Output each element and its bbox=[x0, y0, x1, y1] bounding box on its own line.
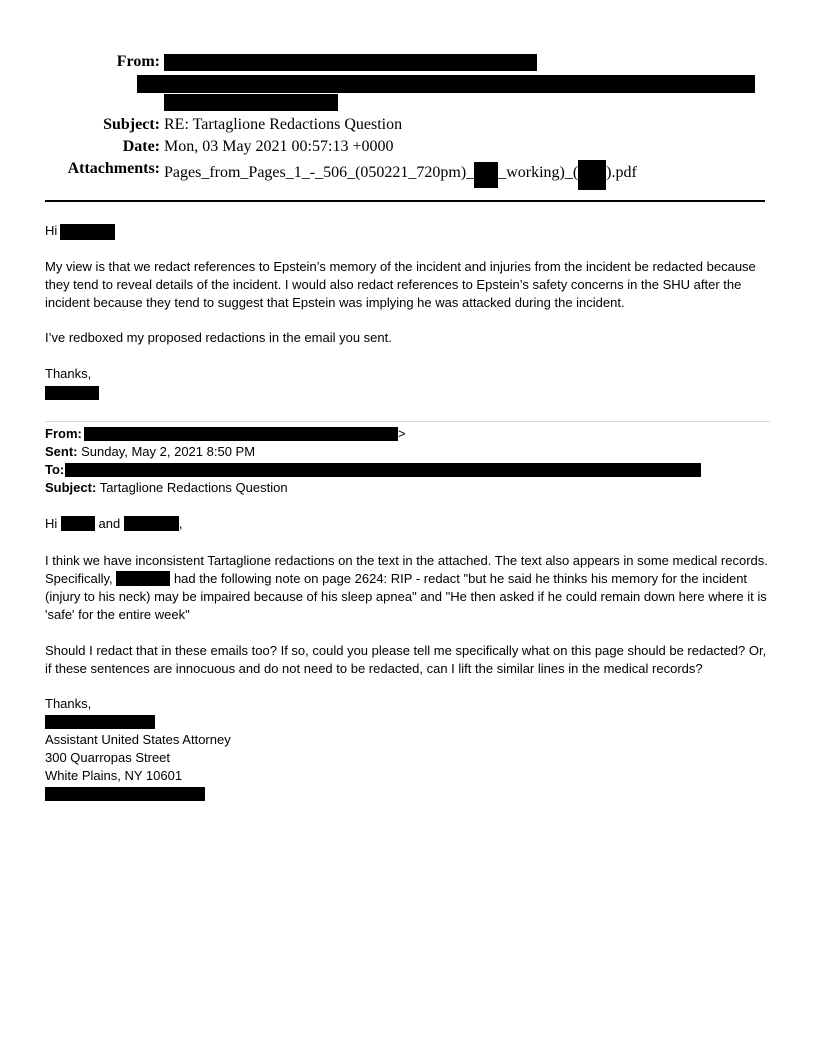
reply-greeting bbox=[45, 223, 57, 238]
original-from-suffix: > bbox=[398, 426, 406, 441]
subject-label: Subject: bbox=[103, 116, 160, 133]
original-subject-value: Tartaglione Redactions Question bbox=[99, 480, 288, 495]
attachment-part2: _working)_( bbox=[498, 164, 579, 181]
redacted-attachment-1 bbox=[474, 162, 498, 188]
original-paragraph-2: Should I redact that in these emails too? If so, could you please tell me specifically what on this page should be redacted? Or, if these sentences are innocuous and do not need to be redacted, can I lift the similar lines in the medical records? bbox=[45, 643, 767, 676]
sent-value: Sunday, May 2, 2021 8:50 PM bbox=[81, 444, 256, 459]
original-greeting bbox=[45, 516, 182, 531]
signature-address-street: 300 Quarropas Street bbox=[45, 750, 171, 765]
original-paragraph-1 bbox=[45, 552, 770, 624]
redacted-signature-name bbox=[45, 386, 99, 400]
signature-title: Assistant United States Attorney bbox=[45, 732, 231, 747]
reply-paragraph-2: I’ve redboxed my proposed redactions in the email you sent. bbox=[45, 330, 392, 345]
attachments-label: Attachments: bbox=[67, 160, 160, 177]
greeting-and: and bbox=[98, 516, 121, 531]
redacted-greeting-name bbox=[60, 224, 115, 240]
original-from-line bbox=[45, 426, 82, 441]
redacted-from-line2 bbox=[137, 75, 755, 93]
redacted-to-recipients bbox=[65, 463, 701, 477]
redacted-person-name bbox=[116, 571, 170, 586]
attachment-part1: Pages_from_Pages_1_-_506_(050221_720pm)_ bbox=[164, 164, 475, 181]
thread-divider bbox=[45, 421, 770, 422]
redacted-from-line1 bbox=[164, 54, 537, 71]
redacted-from-line3 bbox=[164, 94, 338, 111]
from-label: From: bbox=[116, 53, 160, 70]
sent-label: Sent: bbox=[45, 444, 78, 459]
date-value: Mon, 03 May 2021 00:57:13 +0000 bbox=[164, 138, 394, 155]
reply-paragraph-1: My view is that we redact references to Epstein’s memory of the incident and injuries from the incident be redacted because they tend to reveal details of the incident. I would also redact references to Epstein’s safety concerns in the SHU after the incident because they tend to suggest that Epstein was implying he was attacked during the incident. bbox=[45, 259, 756, 310]
original-signoff: Thanks, bbox=[45, 696, 92, 711]
date-label: Date: bbox=[122, 138, 160, 155]
original-from-label: From: bbox=[45, 426, 82, 441]
redacted-sender-contact bbox=[45, 787, 205, 801]
greeting-text: Hi bbox=[45, 223, 58, 238]
redacted-attachment-2 bbox=[578, 160, 606, 190]
original-subject-line bbox=[45, 480, 288, 495]
redacted-recipient-2 bbox=[124, 516, 179, 531]
original-sent-line bbox=[45, 444, 255, 459]
original-to-line bbox=[45, 462, 64, 477]
header-divider bbox=[45, 200, 765, 202]
redacted-original-from bbox=[84, 427, 398, 441]
signature-address-city: White Plains, NY 10601 bbox=[45, 768, 183, 783]
reply-signoff: Thanks, bbox=[45, 366, 92, 381]
to-label: To: bbox=[45, 462, 65, 477]
attachment-filename[interactable] bbox=[164, 160, 637, 190]
subject-value: RE: Tartaglione Redactions Question bbox=[164, 116, 403, 133]
greeting-hi: Hi bbox=[45, 516, 58, 531]
original-subject-label: Subject: bbox=[45, 480, 97, 495]
attachment-part3: ).pdf bbox=[606, 164, 637, 181]
para1-part-a: I think we have inconsistent Tartaglione redactions on the text in the attached. The text also appears in some medical records. Specifically, bbox=[45, 553, 768, 586]
para1-part-b: had the following note on page 2624: RIP - redact "but he said he thinks his memory for the incident (injury to his neck) may be impaired because of his sleep apnea" and "He then asked if he could remain down here where it is 'safe' for the entire week" bbox=[45, 571, 767, 622]
greeting-comma: , bbox=[178, 516, 183, 531]
redacted-recipient-1 bbox=[61, 516, 95, 531]
redacted-sender-name bbox=[45, 715, 155, 729]
